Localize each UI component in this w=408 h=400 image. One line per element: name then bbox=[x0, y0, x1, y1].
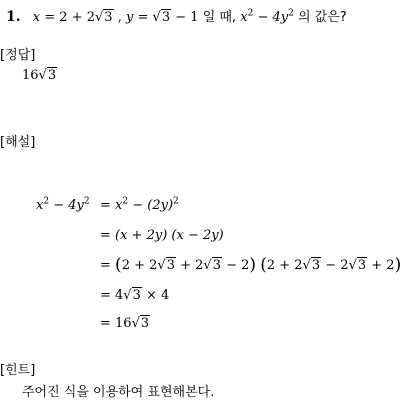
question-number: 1. bbox=[6, 9, 21, 25]
sqrt-symbol: √3 bbox=[302, 258, 321, 273]
sqrt-symbol: √3 bbox=[123, 288, 141, 303]
term: + 2 bbox=[180, 258, 204, 273]
y-constant: − 1 bbox=[175, 10, 199, 25]
sqrt-argument: 3 bbox=[161, 10, 171, 25]
sqrt-argument: 3 bbox=[132, 288, 141, 303]
sqrt-argument: 3 bbox=[166, 258, 175, 273]
question-suffix: 의 값은? bbox=[297, 10, 347, 25]
term: 2 + 2 bbox=[266, 258, 303, 273]
sqrt-symbol: √3 bbox=[152, 10, 171, 25]
solution-label: [해설] bbox=[0, 135, 36, 150]
hint-text: 주어진 식을 이용하여 표현해본다. bbox=[22, 385, 215, 400]
answer-value bbox=[22, 68, 57, 83]
open-paren: ( bbox=[260, 255, 267, 275]
sqrt-argument: 3 bbox=[311, 258, 321, 273]
solution-step-4 bbox=[100, 288, 169, 303]
open-paren: ( bbox=[115, 255, 122, 275]
term: 2 + 2 bbox=[121, 258, 158, 273]
exponent: 2 bbox=[43, 196, 50, 207]
expression-x: x bbox=[240, 10, 248, 25]
sqrt-argument: 3 bbox=[212, 258, 221, 273]
y-variable: y bbox=[125, 10, 134, 25]
sqrt-symbol: √3 bbox=[94, 10, 113, 25]
sqrt-symbol: √3 bbox=[131, 316, 150, 331]
answer-coefficient: 16 bbox=[22, 68, 39, 83]
comma: , bbox=[117, 10, 122, 25]
sqrt-symbol: √3 bbox=[203, 258, 221, 273]
question-line bbox=[6, 6, 347, 25]
close-paren: ) bbox=[394, 255, 402, 275]
answer-label: [정답] bbox=[0, 48, 36, 63]
exponent: 2 bbox=[247, 8, 254, 19]
step-1-y: − (2y) bbox=[132, 198, 174, 213]
exponent: 2 bbox=[288, 8, 294, 19]
exponent: 2 bbox=[122, 196, 129, 207]
sqrt-argument: 3 bbox=[47, 68, 57, 83]
close-paren: ) bbox=[249, 255, 257, 275]
term: − 2 bbox=[226, 258, 250, 273]
exponent: 2 bbox=[83, 196, 90, 207]
exponent: 2 bbox=[173, 196, 179, 207]
expression-y: − 4y bbox=[257, 10, 289, 25]
solution-step-5 bbox=[100, 316, 150, 331]
x-variable: x bbox=[32, 10, 41, 25]
hint-label: [힌트] bbox=[0, 363, 36, 378]
sqrt-symbol: √3 bbox=[157, 258, 175, 273]
term: − 2 bbox=[325, 258, 349, 273]
solution-lhs bbox=[36, 198, 90, 213]
equals-sign: = bbox=[100, 258, 111, 273]
lhs-y: − 4y bbox=[53, 198, 84, 213]
solution-step-1 bbox=[100, 198, 179, 213]
term: = 16 bbox=[100, 316, 132, 331]
step-1-x: = x bbox=[100, 198, 123, 213]
sqrt-symbol: √3 bbox=[348, 258, 367, 273]
solution-step-3 bbox=[100, 255, 401, 275]
sqrt-argument: 3 bbox=[357, 258, 367, 273]
x-definition: = 2 + 2 bbox=[44, 10, 95, 25]
sqrt-symbol: √3 bbox=[38, 68, 57, 83]
condition-particle: 일 때, bbox=[202, 10, 237, 25]
lhs-x: x bbox=[36, 198, 44, 213]
term: + 2 bbox=[371, 258, 395, 273]
term: × 4 bbox=[146, 288, 170, 303]
term: = 4 bbox=[100, 288, 124, 303]
sqrt-argument: 3 bbox=[140, 316, 150, 331]
equals-sign: = bbox=[137, 10, 149, 25]
sqrt-argument: 3 bbox=[104, 10, 113, 25]
solution-step-2: = (x + 2y) (x − 2y) bbox=[100, 228, 224, 243]
